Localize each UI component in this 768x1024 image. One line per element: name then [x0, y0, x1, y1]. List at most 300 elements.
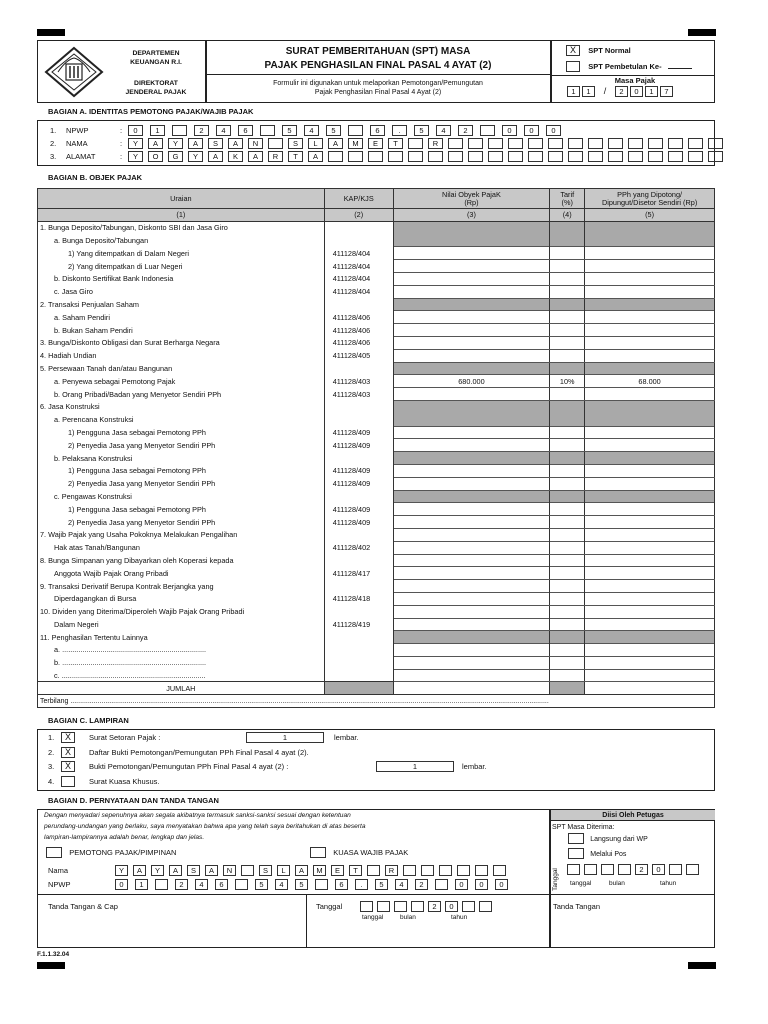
pph-cell[interactable] [585, 247, 715, 260]
char-cell[interactable]: 0 [495, 879, 508, 890]
char-cell[interactable] [568, 151, 583, 162]
lampiran-count-box[interactable]: 1 [376, 761, 454, 772]
pph-cell[interactable] [585, 567, 715, 580]
char-cell[interactable] [435, 879, 448, 890]
kap-cell [324, 400, 393, 413]
spt-pembetulan-checkbox[interactable] [566, 61, 580, 72]
uraian-cell: c. ....................................................................... [38, 669, 325, 682]
spt-normal-label: SPT Normal [588, 45, 631, 55]
nilai-cell[interactable] [393, 311, 550, 324]
char-cell[interactable] [468, 138, 483, 149]
char-cell[interactable]: 0 [546, 125, 561, 136]
tarif-cell[interactable] [550, 644, 585, 657]
char-cell[interactable]: A [295, 865, 308, 876]
nilai-cell[interactable] [393, 503, 550, 516]
char-cell[interactable]: S [288, 138, 303, 149]
char-cell[interactable] [584, 864, 597, 875]
char-cell[interactable]: 2 [458, 125, 473, 136]
nilai-cell[interactable] [393, 272, 550, 285]
identity-cells[interactable] [128, 138, 728, 149]
tarif-cell[interactable] [550, 618, 585, 631]
char-cell[interactable]: N [223, 865, 236, 876]
char-cell[interactable]: 5 [255, 879, 268, 890]
char-cell[interactable] [479, 901, 492, 912]
char-cell[interactable]: 0 [475, 879, 488, 890]
identity-cells[interactable] [128, 151, 728, 162]
nilai-cell[interactable] [393, 349, 550, 362]
char-cell[interactable] [377, 901, 390, 912]
petugas-sub-bulan: bulan [609, 880, 625, 887]
tarif-cell [550, 362, 585, 375]
char-cell[interactable]: 0 [445, 901, 458, 912]
nilai-cell[interactable] [393, 580, 550, 593]
pph-cell[interactable] [585, 324, 715, 337]
uraian-cell: 1. Bunga Deposito/Tabungan, Diskonto SBI dan Jasa Giro [38, 221, 325, 234]
char-cell[interactable] [488, 138, 503, 149]
uraian-cell: c. Pengawas Konstruksi [38, 490, 325, 503]
nilai-cell[interactable] [393, 656, 550, 669]
tarif-cell[interactable] [550, 285, 585, 298]
char-cell[interactable] [608, 151, 623, 162]
identity-cells[interactable] [128, 125, 568, 136]
tarif-cell[interactable] [550, 656, 585, 669]
identity-row-number: 2. [50, 139, 57, 148]
char-cell[interactable]: 0 [502, 125, 517, 136]
kap-cell: 411128/404 [324, 285, 393, 298]
char-cell[interactable]: Y [115, 865, 128, 876]
char-cell[interactable] [488, 151, 503, 162]
identity-row [50, 125, 568, 136]
char-cell[interactable]: 2 [428, 901, 441, 912]
char-cell[interactable]: . [392, 125, 407, 136]
char-cell[interactable]: L [277, 865, 290, 876]
char-cell[interactable]: 0 [652, 864, 665, 875]
char-cell[interactable]: O [148, 151, 163, 162]
char-cell[interactable]: G [168, 151, 183, 162]
pph-cell[interactable] [585, 503, 715, 516]
table-row [38, 439, 715, 452]
char-cell[interactable] [328, 151, 343, 162]
char-cell[interactable]: N [248, 138, 263, 149]
d-npwp-cells[interactable] [115, 879, 515, 890]
kap-cell [324, 528, 393, 541]
char-cell[interactable] [480, 125, 495, 136]
tarif-cell[interactable] [550, 605, 585, 618]
tarif-cell [550, 298, 585, 311]
col-number: (4) [550, 209, 585, 222]
char-cell[interactable] [368, 151, 383, 162]
pph-cell[interactable] [585, 336, 715, 349]
char-cell[interactable] [588, 138, 603, 149]
char-cell[interactable] [708, 151, 723, 162]
pph-cell[interactable] [585, 592, 715, 605]
nilai-cell[interactable] [393, 605, 550, 618]
pph-cell[interactable] [585, 656, 715, 669]
pemotong-checkbox[interactable] [46, 847, 62, 858]
tarif-cell[interactable] [550, 324, 585, 337]
char-cell[interactable] [241, 865, 254, 876]
tarif-cell[interactable] [550, 426, 585, 439]
char-cell[interactable] [475, 865, 488, 876]
char-cell[interactable] [548, 138, 563, 149]
char-cell[interactable] [528, 151, 543, 162]
char-cell[interactable]: 6 [370, 125, 385, 136]
tarif-cell[interactable] [550, 247, 585, 260]
char-cell[interactable] [408, 151, 423, 162]
tarif-cell[interactable] [550, 580, 585, 593]
tarif-cell[interactable] [550, 272, 585, 285]
char-cell[interactable] [648, 151, 663, 162]
nilai-cell[interactable] [393, 669, 550, 682]
char-cell[interactable] [708, 138, 723, 149]
pph-cell[interactable] [585, 554, 715, 567]
char-cell[interactable] [568, 138, 583, 149]
table-row [38, 324, 715, 337]
char-cell[interactable]: Y [168, 138, 183, 149]
tarif-cell[interactable] [550, 464, 585, 477]
char-cell[interactable]: A [328, 138, 343, 149]
char-cell[interactable]: 0 [128, 125, 143, 136]
uraian-cell: Anggota Wajib Pajak Orang Pribadi [38, 567, 325, 580]
char-cell[interactable]: M [313, 865, 326, 876]
char-cell[interactable] [448, 151, 463, 162]
tarif-cell[interactable] [550, 503, 585, 516]
tarif-cell[interactable] [550, 260, 585, 273]
char-cell[interactable]: 5 [414, 125, 429, 136]
char-cell[interactable]: 0 [115, 879, 128, 890]
d-nama-cells[interactable] [115, 865, 511, 876]
char-cell[interactable] [367, 865, 380, 876]
nilai-cell[interactable] [393, 567, 550, 580]
lampiran-checkbox[interactable] [61, 776, 75, 787]
pph-cell[interactable] [585, 272, 715, 285]
char-cell[interactable]: 0 [455, 879, 468, 890]
char-cell[interactable] [348, 125, 363, 136]
nilai-cell[interactable] [393, 260, 550, 273]
uraian-cell: 5. Persewaan Tanah dan/atau Bangunan [38, 362, 325, 375]
pph-cell[interactable] [585, 644, 715, 657]
char-cell[interactable] [468, 151, 483, 162]
char-cell[interactable]: A [148, 138, 163, 149]
char-cell[interactable]: M [348, 138, 363, 149]
char-cell[interactable]: K [228, 151, 243, 162]
char-cell[interactable] [462, 901, 475, 912]
pph-cell[interactable] [585, 541, 715, 554]
char-cell[interactable]: 2 [175, 879, 188, 890]
char-cell[interactable] [668, 151, 683, 162]
nilai-cell [393, 452, 550, 465]
char-cell[interactable] [348, 151, 363, 162]
kap-cell: 411128/405 [324, 349, 393, 362]
char-cell[interactable]: A [228, 138, 243, 149]
identity-row [50, 151, 728, 162]
char-cell[interactable]: Y [128, 151, 143, 162]
pph-cell[interactable] [585, 464, 715, 477]
pos-checkbox[interactable] [568, 848, 584, 859]
char-cell[interactable]: 2 [635, 864, 648, 875]
char-cell[interactable]: 2 [415, 879, 428, 890]
masa-cell[interactable]: 1 [645, 86, 658, 97]
char-cell[interactable]: A [169, 865, 182, 876]
langsung-checkbox[interactable] [568, 833, 584, 844]
tarif-cell[interactable] [550, 388, 585, 401]
identity-row-label: NAMA [66, 139, 88, 148]
char-cell[interactable]: Y [128, 138, 143, 149]
pph-cell[interactable] [585, 426, 715, 439]
char-cell[interactable]: 1 [150, 125, 165, 136]
char-cell[interactable]: 5 [282, 125, 297, 136]
pph-cell[interactable] [585, 528, 715, 541]
char-cell[interactable]: 5 [295, 879, 308, 890]
table-row [38, 516, 715, 529]
char-cell[interactable] [408, 138, 423, 149]
kap-cell: 411128/406 [324, 336, 393, 349]
kap-cell: 411128/402 [324, 541, 393, 554]
header-divider-2 [550, 40, 552, 103]
char-cell[interactable] [601, 864, 614, 875]
nilai-cell [393, 631, 550, 644]
masa-cell[interactable]: 0 [630, 86, 643, 97]
char-cell[interactable]: 4 [436, 125, 451, 136]
char-cell[interactable] [548, 151, 563, 162]
char-cell[interactable] [648, 138, 663, 149]
char-cell[interactable]: 0 [524, 125, 539, 136]
lampiran-count-box[interactable]: 1 [246, 732, 324, 743]
uraian-cell: 1) Pengguna Jasa sebagai Pemotong PPh [38, 426, 325, 439]
nilai-cell[interactable] [393, 644, 550, 657]
nilai-cell[interactable] [393, 324, 550, 337]
tarif-cell[interactable] [550, 528, 585, 541]
char-cell[interactable]: 1 [135, 879, 148, 890]
tarif-cell[interactable] [550, 541, 585, 554]
char-cell[interactable] [457, 865, 470, 876]
lampiran-text: Bukti Pemotongan/Pemungutan PPh Final Pasal 4 ayat (2) : [89, 762, 289, 771]
pph-cell[interactable] [585, 516, 715, 529]
char-cell[interactable]: 4 [195, 879, 208, 890]
char-cell[interactable]: . [355, 879, 368, 890]
char-cell[interactable]: A [188, 138, 203, 149]
table-row [38, 336, 715, 349]
nilai-cell [393, 490, 550, 503]
char-cell[interactable] [567, 864, 580, 875]
char-cell[interactable]: S [187, 865, 200, 876]
lampiran-checkbox[interactable]: X [61, 732, 75, 743]
pph-cell[interactable] [585, 580, 715, 593]
table-row [38, 490, 715, 503]
tarif-cell[interactable]: 10% [550, 375, 585, 388]
char-cell[interactable]: E [331, 865, 344, 876]
char-cell[interactable] [688, 138, 703, 149]
char-cell[interactable] [268, 138, 283, 149]
jumlah-nilai[interactable] [393, 682, 550, 695]
lampiran-unit: lembar. [462, 762, 487, 771]
pph-cell[interactable] [585, 669, 715, 682]
nilai-cell[interactable] [393, 477, 550, 490]
tarif-cell[interactable] [550, 554, 585, 567]
lampiran-item [48, 732, 359, 743]
char-cell[interactable]: Y [151, 865, 164, 876]
char-cell[interactable] [388, 151, 403, 162]
char-cell[interactable] [155, 879, 168, 890]
char-cell[interactable]: T [349, 865, 362, 876]
pph-cell[interactable] [585, 439, 715, 452]
char-cell[interactable]: Y [188, 151, 203, 162]
char-cell[interactable] [411, 901, 424, 912]
nilai-cell[interactable]: 680.000 [393, 375, 550, 388]
nilai-cell[interactable] [393, 426, 550, 439]
nilai-cell[interactable] [393, 388, 550, 401]
char-cell[interactable]: A [308, 151, 323, 162]
nilai-cell[interactable] [393, 285, 550, 298]
uraian-cell: 3. Bunga/Diskonto Obligasi dan Surat Berharga Negara [38, 336, 325, 349]
char-cell[interactable] [618, 864, 631, 875]
tarif-cell[interactable] [550, 311, 585, 324]
identity-row [50, 138, 728, 149]
jumlah-pph[interactable] [585, 682, 715, 695]
pph-cell[interactable] [585, 618, 715, 631]
kap-cell [324, 580, 393, 593]
d-npwp-label: NPWP [48, 880, 71, 889]
nilai-cell[interactable] [393, 247, 550, 260]
char-cell[interactable] [668, 138, 683, 149]
tarif-cell [550, 413, 585, 426]
org-jenderal: JENDERAL PAJAK [125, 89, 187, 96]
char-cell[interactable]: T [388, 138, 403, 149]
masa-cell[interactable]: 7 [660, 86, 673, 97]
char-cell[interactable] [508, 138, 523, 149]
pph-cell[interactable] [585, 311, 715, 324]
tarif-cell[interactable] [550, 669, 585, 682]
char-cell[interactable]: A [248, 151, 263, 162]
pph-cell[interactable] [585, 260, 715, 273]
char-cell[interactable] [448, 138, 463, 149]
char-cell[interactable] [403, 865, 416, 876]
tarif-cell[interactable] [550, 336, 585, 349]
char-cell[interactable] [528, 138, 543, 149]
char-cell[interactable] [628, 151, 643, 162]
char-cell[interactable] [315, 879, 328, 890]
table-row [38, 580, 715, 593]
char-cell[interactable]: R [268, 151, 283, 162]
spt-pembetulan-line[interactable] [668, 68, 692, 69]
nilai-cell[interactable] [393, 592, 550, 605]
lampiran-text: Daftar Bukti Pemotongan/Pemungutan PPh Final Pasal 4 ayat (2). [89, 747, 309, 757]
masa-cell[interactable]: 1 [567, 86, 580, 97]
char-cell[interactable] [260, 125, 275, 136]
char-cell[interactable]: 4 [304, 125, 319, 136]
char-cell[interactable] [669, 864, 682, 875]
terbilang[interactable]: Terbilang ...................................................................................................................................................................................................................................................... [38, 695, 715, 708]
char-cell[interactable] [421, 865, 434, 876]
char-cell[interactable]: L [308, 138, 323, 149]
petugas-tanggal-cells[interactable] [567, 864, 703, 875]
char-cell[interactable]: R [385, 865, 398, 876]
char-cell[interactable]: T [288, 151, 303, 162]
tarif-cell[interactable] [550, 439, 585, 452]
tarif-cell[interactable] [550, 592, 585, 605]
pph-cell[interactable] [585, 388, 715, 401]
lampiran-checkbox[interactable]: X [61, 747, 75, 758]
char-cell[interactable] [394, 901, 407, 912]
registration-mark-bottom-right [688, 962, 716, 969]
char-cell[interactable] [628, 138, 643, 149]
nilai-cell[interactable] [393, 464, 550, 477]
char-cell[interactable]: 4 [216, 125, 231, 136]
char-cell[interactable]: 4 [395, 879, 408, 890]
char-cell[interactable]: 6 [215, 879, 228, 890]
tarif-cell[interactable] [550, 349, 585, 362]
char-cell[interactable] [360, 901, 373, 912]
char-cell[interactable] [235, 879, 248, 890]
char-cell[interactable] [493, 865, 506, 876]
char-cell[interactable] [428, 151, 443, 162]
char-cell[interactable] [686, 864, 699, 875]
char-cell[interactable]: A [205, 865, 218, 876]
pph-cell[interactable] [585, 285, 715, 298]
nilai-cell[interactable] [393, 554, 550, 567]
pph-cell[interactable] [585, 477, 715, 490]
char-cell[interactable]: 6 [238, 125, 253, 136]
char-cell[interactable]: E [368, 138, 383, 149]
char-cell[interactable] [588, 151, 603, 162]
colon: : [120, 152, 123, 161]
pph-cell[interactable]: 68.000 [585, 375, 715, 388]
char-cell[interactable]: 2 [194, 125, 209, 136]
masa-cell[interactable]: 2 [615, 86, 628, 97]
nilai-cell[interactable] [393, 516, 550, 529]
nilai-cell[interactable] [393, 439, 550, 452]
spt-normal-checkbox[interactable]: X [566, 45, 580, 56]
uraian-cell: 11. Penghasilan Tertentu Lainnya [38, 631, 325, 644]
nilai-cell[interactable] [393, 528, 550, 541]
pph-cell[interactable] [585, 605, 715, 618]
table-row [38, 298, 715, 311]
char-cell[interactable]: A [208, 151, 223, 162]
masa-pajak-cells[interactable] [567, 86, 675, 97]
char-cell[interactable]: S [259, 865, 272, 876]
char-cell[interactable]: 5 [375, 879, 388, 890]
uraian-cell: 9. Transaksi Derivatif Berupa Kontrak Berjangka yang [38, 580, 325, 593]
pph-cell[interactable] [585, 349, 715, 362]
char-cell[interactable]: 4 [275, 879, 288, 890]
char-cell[interactable] [439, 865, 452, 876]
kemenkeu-logo [42, 46, 106, 98]
pemotong-option [46, 847, 176, 858]
char-cell[interactable] [688, 151, 703, 162]
char-cell[interactable]: S [208, 138, 223, 149]
masa-cell[interactable]: 1 [582, 86, 595, 97]
kuasa-checkbox[interactable] [310, 847, 326, 858]
nilai-cell[interactable] [393, 336, 550, 349]
char-cell[interactable] [508, 151, 523, 162]
char-cell[interactable]: 6 [335, 879, 348, 890]
char-cell[interactable] [172, 125, 187, 136]
nilai-cell[interactable] [393, 618, 550, 631]
char-cell[interactable]: R [428, 138, 443, 149]
tarif-cell[interactable] [550, 477, 585, 490]
char-cell[interactable]: A [133, 865, 146, 876]
char-cell[interactable] [608, 138, 623, 149]
nilai-cell[interactable] [393, 541, 550, 554]
tarif-cell[interactable] [550, 516, 585, 529]
char-cell[interactable]: 5 [326, 125, 341, 136]
tanggal-cells[interactable] [360, 901, 496, 912]
tarif-cell[interactable] [550, 567, 585, 580]
table-row [38, 375, 715, 388]
lampiran-text: Surat Kuasa Khusus. [89, 776, 160, 786]
lampiran-checkbox[interactable]: X [61, 761, 75, 772]
spt-pembetulan-row [566, 61, 692, 72]
